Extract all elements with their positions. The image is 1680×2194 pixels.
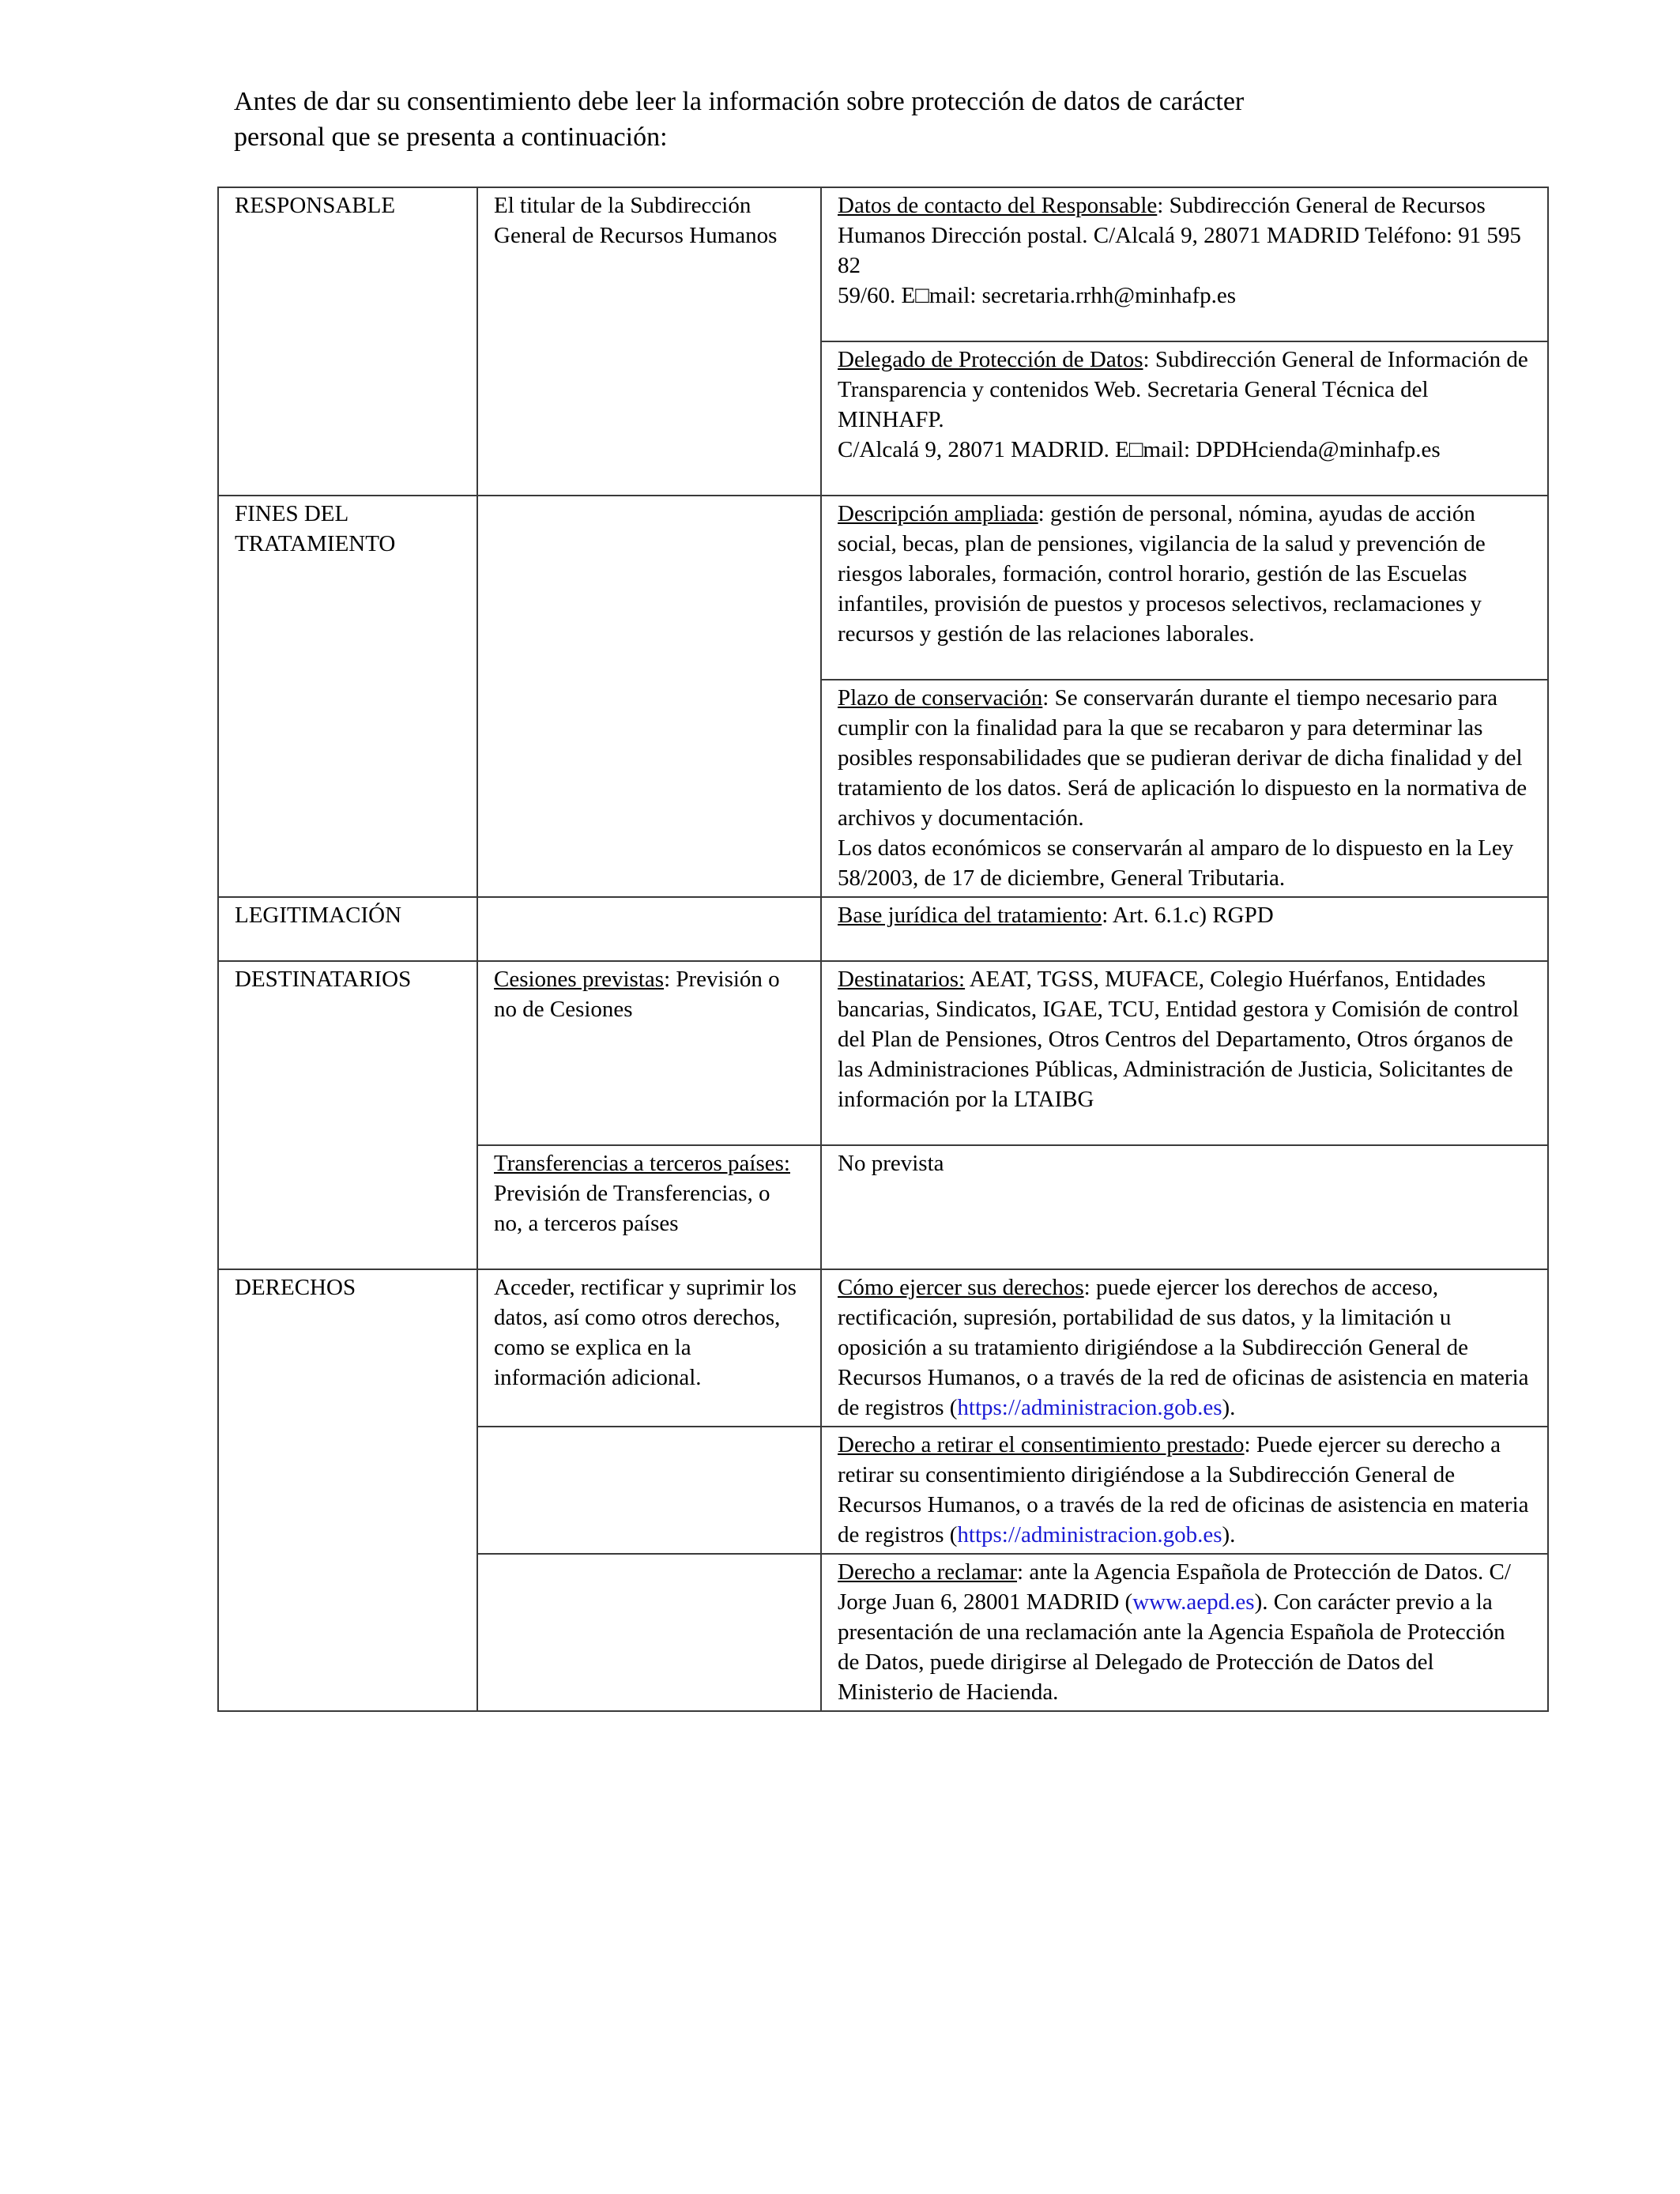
transferencias-cell bbox=[477, 1145, 821, 1269]
table-row-fines bbox=[218, 496, 1548, 680]
label-legitimacion: LEGITIMACIÓN bbox=[218, 897, 477, 961]
administracion-link[interactable]: https://administracion.gob.es bbox=[957, 1395, 1222, 1420]
intro-line-2: personal que se presenta a continuación: bbox=[234, 123, 668, 152]
plazo-heading: Plazo de conservación bbox=[838, 685, 1043, 711]
fines-descripcion-cell bbox=[821, 496, 1548, 680]
derechos-middle: Acceder, rectificar y suprimir los datos, así como otros derechos, como se explica en la información adicional. bbox=[477, 1269, 821, 1427]
retirar-after: ). bbox=[1222, 1522, 1236, 1547]
descripcion-heading: Descripción ampliada bbox=[838, 501, 1038, 526]
retirar-middle-empty bbox=[477, 1427, 821, 1554]
delegado-heading: Delegado de Protección de Datos bbox=[838, 347, 1143, 372]
destinatarios-text: AEAT, TGSS, MUFACE, Colegio Huérfanos, Entidades bancarias, Sindicatos, IGAE, TCU, Entidad gestora y Comisión de control del Plan de Pensiones, Otros Centros del Departamento, Otros órganos de las Administraciones Públicas, Administración de Justicia, Solicitantes de información por la LTAIBG bbox=[838, 967, 1520, 1112]
base-juridica-heading: Base jurídica del tratamiento bbox=[838, 903, 1102, 928]
delegado-line-2: Transparencia y contenidos Web. Secretaria General Técnica del MINHAFP. bbox=[838, 377, 1429, 432]
contacto-line-3: 59/60. E□mail: secretaria.rrhh@minhafp.es bbox=[838, 283, 1237, 308]
destinatarios-heading: Destinatarios: bbox=[838, 967, 966, 992]
delegado-line-3: C/Alcalá 9, 28071 MADRID. E□mail: DPDHcienda@minhafp.es bbox=[838, 437, 1441, 462]
administracion-link-2[interactable]: https://administracion.gob.es bbox=[957, 1522, 1222, 1547]
cesiones-heading: Cesiones previstas bbox=[494, 967, 665, 992]
ejercer-text: : puede ejercer los derechos de acceso, rectificación, supresión, portabilidad de sus datos, y la limitación u oposición a su tratamiento dirigiéndose a la Subdirección General de Recursos Humanos, o a través de la red de oficinas de asistencia en materia de registros ( bbox=[838, 1275, 1529, 1420]
responsable-titular: El titular de la Subdirección General de Recursos Humanos bbox=[477, 187, 821, 496]
transferencias-value-cell: No prevista bbox=[821, 1145, 1548, 1269]
intro-line-1: Antes de dar su consentimiento debe leer la información sobre protección de datos de carácter bbox=[234, 87, 1245, 116]
table-row-legitimacion bbox=[218, 897, 1548, 961]
reclamar-after: ). Con carácter previo a la presentación de una reclamación ante la Agencia Española de Protección de Datos, puede dirigirse al Delegado de Protección de Datos del Ministerio de Hacienda. bbox=[838, 1589, 1505, 1705]
label-responsable: RESPONSABLE bbox=[218, 187, 477, 496]
base-juridica-text: : Art. 6.1.c) RGPD bbox=[1102, 903, 1274, 928]
reclamar-text: : ante la Agencia Española de Protección de Datos. C/ Jorge Juan 6, 28001 MADRID ( bbox=[838, 1559, 1511, 1615]
transferencias-text: Previsión de Transferencias, o no, a terceros países bbox=[494, 1181, 770, 1236]
derechos-retirar-cell bbox=[821, 1427, 1548, 1554]
transferencias-heading: Transferencias a terceros países: bbox=[494, 1151, 790, 1176]
reclamar-heading: Derecho a reclamar bbox=[838, 1559, 1018, 1585]
responsable-delegado-cell bbox=[821, 341, 1548, 496]
destinatarios-cell bbox=[821, 961, 1548, 1145]
fines-middle-empty bbox=[477, 496, 821, 897]
label-fines: FINES DEL TRATAMIENTO bbox=[218, 496, 477, 897]
retirar-text: : Puede ejercer su derecho a retirar su consentimiento dirigiéndose a la Subdirección General de Recursos Humanos, o a través de la red de oficinas de asistencia en materia de registros ( bbox=[838, 1432, 1529, 1547]
intro-paragraph bbox=[234, 84, 1498, 155]
plazo-text: : Se conservarán durante el tiempo necesario para cumplir con la finalidad para la que se recabaron y para determinar las posibles responsabilidades que se pudieran derivar de dicha finalidad y del tratamiento de los datos. Será de aplicación lo dispuesto en la normativa de archivos y documentación. bbox=[838, 685, 1527, 831]
delegado-line-1: : Subdirección General de Información de bbox=[1143, 347, 1528, 372]
label-derechos: DERECHOS bbox=[218, 1269, 477, 1711]
legitimacion-middle-empty bbox=[477, 897, 821, 961]
label-destinatarios: DESTINATARIOS bbox=[218, 961, 477, 1269]
plazo-text-2: Los datos económicos se conservarán al amparo de lo dispuesto en la Ley 58/2003, de 17 de diciembre, General Tributaria. bbox=[838, 835, 1514, 891]
cesiones-text: : Previsión o no de Cesiones bbox=[494, 967, 780, 1022]
aepd-link[interactable]: www.aepd.es bbox=[1132, 1589, 1255, 1615]
contacto-line-2: Humanos Dirección postal. C/Alcalá 9, 28071 MADRID Teléfono: 91 595 82 bbox=[838, 223, 1521, 278]
responsable-contacto-cell bbox=[821, 187, 1548, 341]
data-protection-table bbox=[217, 187, 1549, 1712]
fines-plazo-cell bbox=[821, 680, 1548, 897]
contacto-heading: Datos de contacto del Responsable bbox=[838, 193, 1158, 218]
retirar-heading: Derecho a retirar el consentimiento prestado bbox=[838, 1432, 1245, 1457]
cesiones-cell bbox=[477, 961, 821, 1145]
table-row-destinatarios bbox=[218, 961, 1548, 1145]
ejercer-heading: Cómo ejercer sus derechos bbox=[838, 1275, 1084, 1300]
contacto-line-1: : Subdirección General de Recursos bbox=[1157, 193, 1486, 218]
derechos-reclamar-cell bbox=[821, 1554, 1548, 1711]
reclamar-middle-empty bbox=[477, 1554, 821, 1711]
table-row-derechos bbox=[218, 1269, 1548, 1427]
table-row-responsable bbox=[218, 187, 1548, 341]
descripcion-text: : gestión de personal, nómina, ayudas de acción social, becas, plan de pensiones, vigilancia de la salud y prevención de riesgos laborales, formación, control horario, gestión de las Escuelas infantiles, provisión de puestos y procesos selectivos, reclamaciones y recursos y gestión de las relaciones laborales. bbox=[838, 501, 1486, 647]
derechos-ejercer-cell bbox=[821, 1269, 1548, 1427]
legitimacion-base-cell bbox=[821, 897, 1548, 961]
ejercer-after: ). bbox=[1222, 1395, 1236, 1420]
